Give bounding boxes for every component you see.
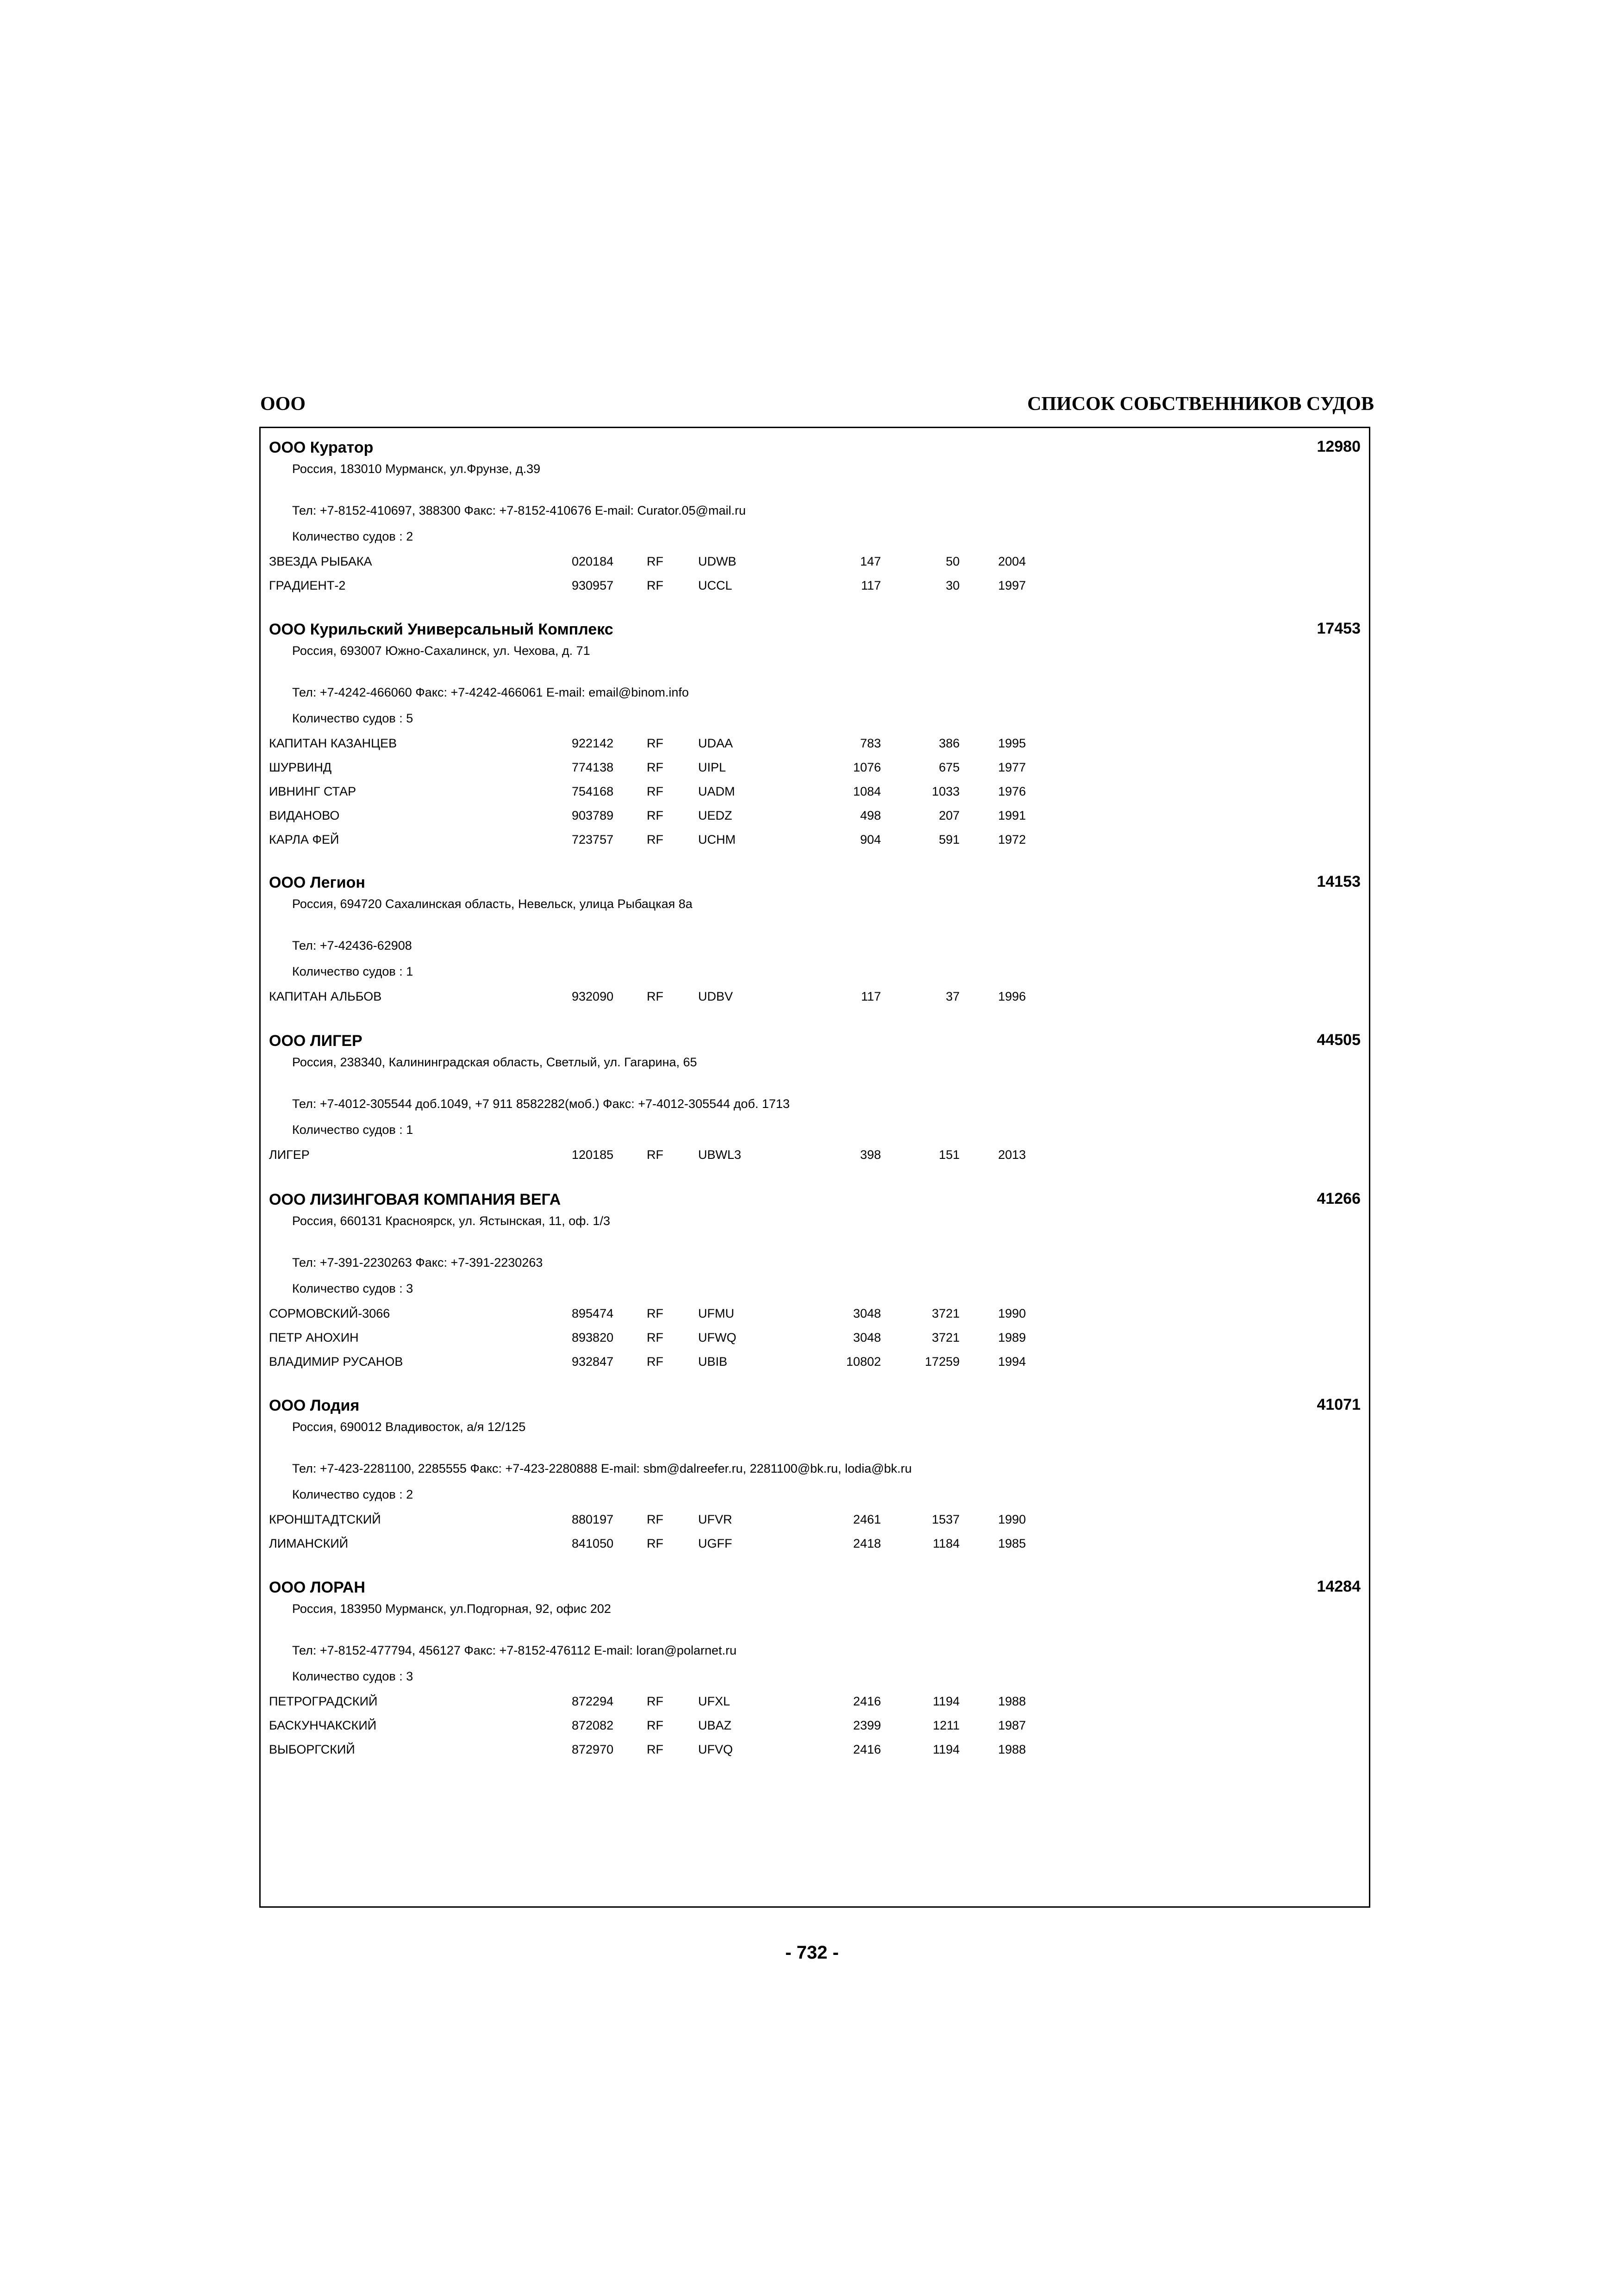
vessel-row <box>261 1329 1369 1353</box>
vessel-flag: RF <box>647 1148 663 1162</box>
owner-contacts: Тел: +7-8152-410697, 388300 Факс: +7-8152-410676 E-mail: Curator.05@mail.ru <box>292 504 746 517</box>
vessel-call-sign: UBAZ <box>698 1718 732 1732</box>
vessel-build-year: 1985 <box>998 1537 1026 1550</box>
vessel-row <box>261 553 1369 577</box>
vessel-table <box>261 988 1369 1012</box>
owner-number: 41071 <box>1317 1396 1361 1413</box>
vessel-name: ЛИМАНСКИЙ <box>269 1537 349 1550</box>
vessel-reg-number: 932090 <box>572 989 614 1003</box>
owner-address: Россия, 660131 Красноярск, ул. Ястынская, 11, оф. 1/3 <box>292 1214 610 1228</box>
vessel-name: КРОНШТАДТСКИЙ <box>269 1512 381 1526</box>
vessel-row <box>261 1353 1369 1377</box>
vessel-deadweight: 1194 <box>932 1742 960 1756</box>
vessel-build-year: 1990 <box>998 1307 1026 1320</box>
vessel-gross-tonnage: 2416 <box>853 1694 881 1708</box>
owner-contacts: Тел: +7-391-2230263 Факс: +7-391-2230263 <box>292 1256 543 1269</box>
vessel-build-year: 1997 <box>998 579 1026 592</box>
vessel-row <box>261 988 1369 1012</box>
vessel-build-year: 1991 <box>998 809 1026 822</box>
vessel-row <box>261 831 1369 855</box>
running-header-title: СПИСОК СОБСТВЕННИКОВ СУДОВ <box>1027 393 1374 415</box>
vessel-name: СОРМОВСКИЙ-3066 <box>269 1307 390 1320</box>
owner-name: ООО Легион <box>269 874 365 891</box>
vessel-flag: RF <box>647 1718 663 1732</box>
vessel-row <box>261 1305 1369 1329</box>
vessel-deadweight: 17259 <box>924 1355 960 1369</box>
owner-contacts: Тел: +7-8152-477794, 456127 Факс: +7-8152-476112 E-mail: loran@polarnet.ru <box>292 1643 737 1657</box>
vessel-gross-tonnage: 2418 <box>853 1537 881 1550</box>
vessel-row <box>261 1717 1369 1741</box>
vessel-deadweight: 1537 <box>931 1512 960 1526</box>
vessel-reg-number: 841050 <box>572 1537 614 1550</box>
vessel-build-year: 1990 <box>998 1512 1026 1526</box>
vessel-call-sign: UBWL3 <box>698 1148 742 1162</box>
vessel-deadweight: 591 <box>938 833 960 846</box>
vessel-build-year: 1977 <box>998 760 1026 774</box>
vessel-count: Количество судов : 3 <box>292 1669 413 1683</box>
vessel-reg-number: 930957 <box>572 579 614 592</box>
vessel-name: ШУРВИНД <box>269 760 332 774</box>
vessel-name: БАСКУНЧАКСКИЙ <box>269 1718 377 1732</box>
vessel-gross-tonnage: 117 <box>861 989 881 1003</box>
owner-address: Россия, 238340, Калининградская область, Светлый, ул. Гагарина, 65 <box>292 1055 697 1069</box>
vessel-gross-tonnage: 783 <box>860 736 881 750</box>
vessel-reg-number: 872082 <box>572 1718 614 1732</box>
vessel-table <box>261 1305 1369 1377</box>
vessel-reg-number: 895474 <box>572 1307 614 1320</box>
vessel-name: ЛИГЕР <box>269 1148 310 1162</box>
vessel-reg-number: 922142 <box>572 736 614 750</box>
vessel-call-sign: UIPL <box>698 760 726 774</box>
vessel-deadweight: 3721 <box>931 1307 960 1320</box>
vessel-gross-tonnage: 2416 <box>853 1742 881 1756</box>
vessel-deadweight: 37 <box>945 989 960 1003</box>
vessel-gross-tonnage: 498 <box>860 809 881 822</box>
vessel-count: Количество судов : 1 <box>292 1123 413 1137</box>
vessel-reg-number: 880197 <box>572 1512 614 1526</box>
vessel-reg-number: 893820 <box>572 1331 614 1344</box>
owner-contacts: Тел: +7-42436-62908 <box>292 939 412 952</box>
vessel-deadweight: 1211 <box>932 1718 960 1732</box>
vessel-deadweight: 1033 <box>931 784 960 798</box>
running-header-left: ООО <box>260 393 306 415</box>
vessel-flag: RF <box>647 554 663 568</box>
owner-number: 14284 <box>1317 1578 1361 1595</box>
vessel-reg-number: 932847 <box>572 1355 614 1369</box>
owner-number: 12980 <box>1317 438 1361 455</box>
owner-name: ООО Куратор <box>269 439 374 456</box>
vessel-deadweight: 30 <box>945 579 960 592</box>
vessel-flag: RF <box>647 833 663 846</box>
vessel-name: ЗВЕЗДА РЫБАКА <box>269 554 372 568</box>
vessel-count: Количество судов : 5 <box>292 711 413 725</box>
vessel-name: ПЕТР АНОХИН <box>269 1331 359 1344</box>
owner-contacts: Тел: +7-423-2281100, 2285555 Факс: +7-423-2280888 E-mail: sbm@dalreefer.ru, 2281100@bk.ru, lodia@bk.ru <box>292 1462 912 1475</box>
owner-contacts: Тел: +7-4012-305544 доб.1049, +7 911 8582282(моб.) Факс: +7-4012-305544 доб. 1713 <box>292 1097 790 1111</box>
vessel-name: ПЕТРОГРАДСКИЙ <box>269 1694 378 1708</box>
page-number: - 732 - <box>785 1942 839 1963</box>
vessel-row <box>261 1146 1369 1170</box>
vessel-gross-tonnage: 147 <box>860 554 881 568</box>
vessel-call-sign: UFXL <box>698 1694 731 1708</box>
vessel-name: ГРАДИЕНТ-2 <box>269 579 346 592</box>
owner-number: 44505 <box>1317 1031 1361 1049</box>
vessel-count: Количество судов : 3 <box>292 1282 413 1295</box>
owner-name: ООО ЛИГЕР <box>269 1032 362 1050</box>
vessel-gross-tonnage: 1084 <box>853 784 881 798</box>
vessel-deadweight: 386 <box>938 736 960 750</box>
vessel-deadweight: 50 <box>945 554 960 568</box>
vessel-flag: RF <box>647 1537 663 1550</box>
vessel-build-year: 1976 <box>998 784 1026 798</box>
vessel-call-sign: UDWB <box>698 554 737 568</box>
vessel-gross-tonnage: 398 <box>860 1148 881 1162</box>
vessel-deadweight: 3721 <box>931 1331 960 1344</box>
vessel-build-year: 1988 <box>998 1694 1026 1708</box>
vessel-call-sign: UCHM <box>698 833 736 846</box>
owner-name: ООО ЛОРАН <box>269 1579 365 1596</box>
vessel-build-year: 1972 <box>998 833 1026 846</box>
vessel-call-sign: UBIB <box>698 1355 728 1369</box>
vessel-call-sign: UGFF <box>698 1537 732 1550</box>
owner-number: 41266 <box>1317 1190 1361 1207</box>
vessel-gross-tonnage: 10802 <box>846 1355 881 1369</box>
vessel-row <box>261 1535 1369 1559</box>
vessel-reg-number: 754168 <box>572 784 614 798</box>
vessel-row <box>261 1511 1369 1535</box>
vessel-reg-number: 020184 <box>572 554 614 568</box>
vessel-gross-tonnage: 3048 <box>853 1331 881 1344</box>
vessel-row <box>261 783 1369 807</box>
vessel-deadweight: 1194 <box>932 1694 960 1708</box>
vessel-flag: RF <box>647 736 663 750</box>
vessel-flag: RF <box>647 1331 663 1344</box>
vessel-call-sign: UDBV <box>698 989 733 1003</box>
vessel-name: КАПИТАН АЛЬБОВ <box>269 989 382 1003</box>
listing-frame <box>259 427 1370 1908</box>
vessel-flag: RF <box>647 1742 663 1756</box>
vessel-reg-number: 774138 <box>572 760 614 774</box>
owner-address: Россия, 690012 Владивосток, а/я 12/125 <box>292 1420 526 1434</box>
vessel-reg-number: 723757 <box>572 833 614 846</box>
vessel-table <box>261 1511 1369 1559</box>
owner-address: Россия, 694720 Сахалинская область, Невельск, улица Рыбацкая 8а <box>292 897 693 911</box>
vessel-gross-tonnage: 117 <box>861 579 881 592</box>
vessel-gross-tonnage: 2399 <box>853 1718 881 1732</box>
owner-name: ООО Лодия <box>269 1397 360 1414</box>
vessel-call-sign: UFWQ <box>698 1331 737 1344</box>
vessel-build-year: 2013 <box>998 1148 1026 1162</box>
vessel-flag: RF <box>647 989 663 1003</box>
vessel-reg-number: 872970 <box>572 1742 614 1756</box>
vessel-table <box>261 1693 1369 1765</box>
vessel-table <box>261 735 1369 855</box>
vessel-count: Количество судов : 2 <box>292 1487 413 1501</box>
vessel-gross-tonnage: 3048 <box>853 1307 881 1320</box>
vessel-build-year: 1987 <box>998 1718 1026 1732</box>
vessel-flag: RF <box>647 760 663 774</box>
vessel-deadweight: 675 <box>938 760 960 774</box>
vessel-row <box>261 735 1369 759</box>
vessel-name: ВЛАДИМИР РУСАНОВ <box>269 1355 403 1369</box>
vessel-build-year: 1994 <box>998 1355 1026 1369</box>
vessel-row <box>261 577 1369 601</box>
vessel-call-sign: UCCL <box>698 579 732 592</box>
vessel-table <box>261 1146 1369 1170</box>
vessel-flag: RF <box>647 1307 663 1320</box>
owner-contacts: Тел: +7-4242-466060 Факс: +7-4242-466061 E-mail: email@binom.info <box>292 685 689 699</box>
vessel-reg-number: 120185 <box>572 1148 614 1162</box>
vessel-table <box>261 553 1369 601</box>
vessel-call-sign: UDAA <box>698 736 733 750</box>
vessel-name: ВИДАНОВО <box>269 809 340 822</box>
vessel-deadweight: 151 <box>938 1148 960 1162</box>
vessel-call-sign: UADM <box>698 784 735 798</box>
owner-address: Россия, 183010 Мурманск, ул.Фрунзе, д.39 <box>292 462 541 476</box>
vessel-name: ВЫБОРГСКИЙ <box>269 1742 355 1756</box>
vessel-flag: RF <box>647 1512 663 1526</box>
vessel-flag: RF <box>647 784 663 798</box>
vessel-gross-tonnage: 2461 <box>853 1512 881 1526</box>
vessel-gross-tonnage: 904 <box>860 833 881 846</box>
vessel-deadweight: 1184 <box>932 1537 960 1550</box>
owner-number: 14153 <box>1317 873 1361 890</box>
vessel-flag: RF <box>647 1694 663 1708</box>
vessel-name: КАРЛА ФЕЙ <box>269 833 339 846</box>
owner-address: Россия, 183950 Мурманск, ул.Подгорная, 92, офис 202 <box>292 1602 611 1616</box>
owner-address: Россия, 693007 Южно-Сахалинск, ул. Чехова, д. 71 <box>292 644 590 658</box>
vessel-gross-tonnage: 1076 <box>853 760 881 774</box>
vessel-row <box>261 1693 1369 1717</box>
vessel-name: КАПИТАН КАЗАНЦЕВ <box>269 736 397 750</box>
owner-name: ООО ЛИЗИНГОВАЯ КОМПАНИЯ ВЕГА <box>269 1191 561 1208</box>
vessel-reg-number: 872294 <box>572 1694 614 1708</box>
vessel-name: ИВНИНГ СТАР <box>269 784 356 798</box>
vessel-build-year: 1989 <box>998 1331 1026 1344</box>
vessel-build-year: 1988 <box>998 1742 1026 1756</box>
vessel-call-sign: UFVR <box>698 1512 732 1526</box>
vessel-row <box>261 759 1369 783</box>
vessel-reg-number: 903789 <box>572 809 614 822</box>
vessel-flag: RF <box>647 809 663 822</box>
vessel-flag: RF <box>647 579 663 592</box>
owner-name: ООО Курильский Универсальный Комплекс <box>269 621 613 638</box>
vessel-row <box>261 807 1369 831</box>
vessel-count: Количество судов : 2 <box>292 529 413 543</box>
vessel-build-year: 2004 <box>998 554 1026 568</box>
vessel-row <box>261 1741 1369 1765</box>
vessel-build-year: 1995 <box>998 736 1026 750</box>
vessel-build-year: 1996 <box>998 989 1026 1003</box>
vessel-count: Количество судов : 1 <box>292 964 413 978</box>
vessel-flag: RF <box>647 1355 663 1369</box>
vessel-call-sign: UEDZ <box>698 809 732 822</box>
owner-number: 17453 <box>1317 620 1361 637</box>
vessel-call-sign: UFMU <box>698 1307 734 1320</box>
vessel-deadweight: 207 <box>938 809 960 822</box>
vessel-call-sign: UFVQ <box>698 1742 733 1756</box>
